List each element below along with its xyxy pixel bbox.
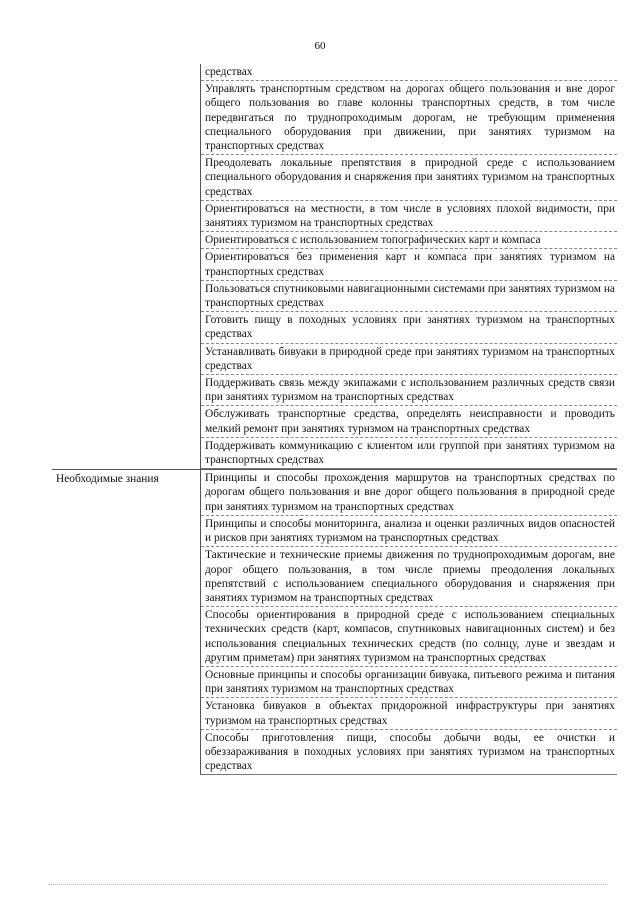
skills-section-row [52, 64, 617, 470]
skill-item: Готовить пищу в походных условиях при занятиях туризмом на транспортных средствах [201, 312, 617, 343]
skill-item: Устанавливать бивуаки в природной среде при занятиях туризмом на транспортных средствах [201, 344, 617, 375]
knowledge-item: Принципы и способы прохождения маршрутов на транспортных средствах по дорогам общего пользования и вне дорог общего пользования в природной среде при занятиях туризмом на транспортных средствах [201, 470, 617, 516]
skill-item: Управлять транспортным средством на дорогах общего пользования и вне дорог общего пользования во главе колонны транспортных средств, в том числе передвигаться по труднопроходимым дорогам, не требующим применения специального оборудования при движении, при занятиях туризмом на транспортных средствах [201, 81, 617, 155]
skill-item: Поддерживать связь между экипажами с использованием различных средств связи при занятиях туризмом на транспортных средствах [201, 375, 617, 406]
skills-list [201, 64, 618, 470]
knowledge-item: Принципы и способы мониторинга, анализа и оценки различных видов опасностей и рисков при занятиях туризмом на транспортных средствах [201, 516, 617, 547]
competency-table [52, 64, 617, 775]
knowledge-item: Способы приготовления пищи, способы добычи воды, ее очистки и обеззараживания в походных условиях при занятиях туризмом на транспортных средствах [201, 730, 617, 776]
skill-item: Ориентироваться на местности, в том числе в условиях плохой видимости, при занятиях туризмом на транспортных средствах [201, 201, 617, 232]
knowledge-section-row [52, 470, 617, 776]
skill-item: Ориентироваться без применения карт и компаса при занятиях туризмом на транспортных средствах [201, 249, 617, 280]
knowledge-section-label: Необходимые знания [52, 470, 201, 776]
skills-section-label [52, 64, 201, 470]
skill-item: Поддерживать коммуникацию с клиентом или группой при занятиях туризмом на транспортных средствах [201, 438, 617, 469]
knowledge-item: Установка бивуаков в объектах придорожной инфраструктуры при занятиях туризмом на транспортных средствах [201, 698, 617, 729]
skill-item: Обслуживать транспортные средства, определять неисправности и проводить мелкий ремонт при занятиях туризмом на транспортных средствах [201, 406, 617, 437]
skill-item: Преодолевать локальные препятствия в природной среде с использованием специального оборудования и снаряжения при занятиях туризмом на транспортных средствах [201, 155, 617, 201]
knowledge-item: Способы ориентирования в природной среде с использованием специальных технических средств (карт, компасов, спутниковых навигационных систем) и без использования специальных технических средств (по солнцу, луне и звездам и другим приметам) при занятиях туризмом на транспортных средствах [201, 607, 617, 667]
page-number: 60 [314, 40, 326, 52]
skill-item: Ориентироваться с использованием топографических карт и компаса [201, 232, 617, 249]
bottom-divider [48, 884, 608, 885]
knowledge-item: Основные принципы и способы организации бивуака, питьевого режима и питания при занятиях туризмом на транспортных средствах [201, 667, 617, 698]
knowledge-list [201, 470, 618, 776]
knowledge-item: Тактические и технические приемы движения по труднопроходимым дорогам, вне дорог общего пользования, в том числе приемы преодоления локальных препятствий с использованием специального оборудования и снаряжения при занятиях туризмом на транспортных средствах [201, 547, 617, 607]
skill-item: Пользоваться спутниковыми навигационными системами при занятиях туризмом на транспортных средствах [201, 281, 617, 312]
skill-item: средствах [201, 64, 617, 81]
